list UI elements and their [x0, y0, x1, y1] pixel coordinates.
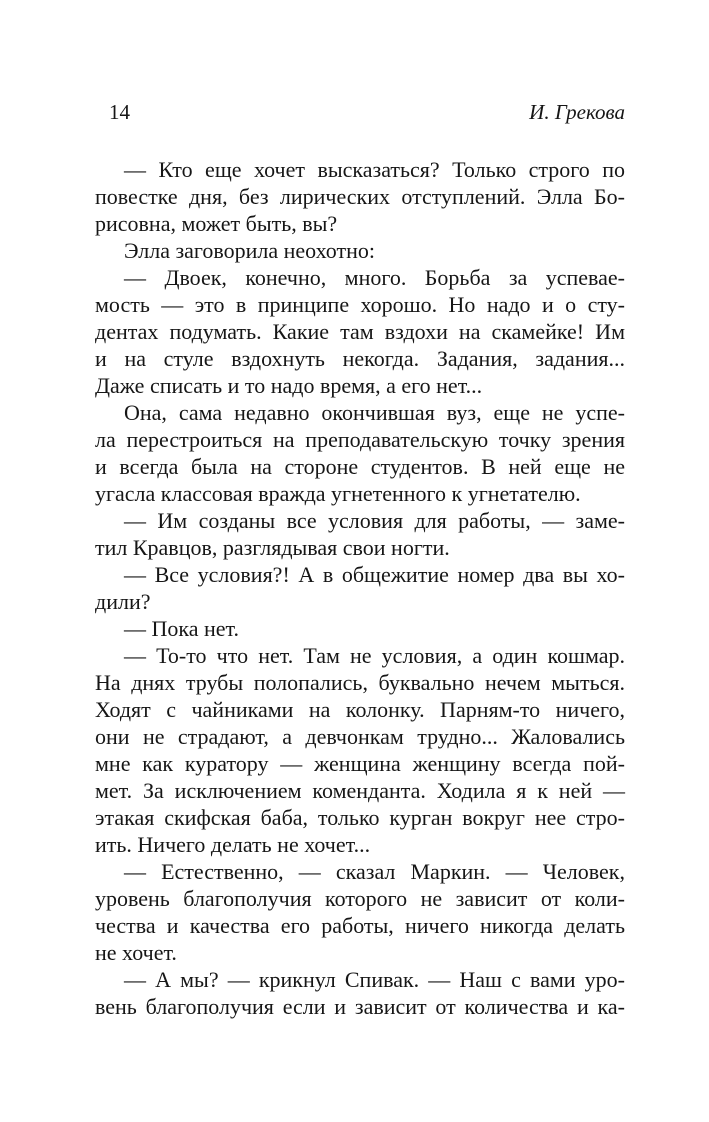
text-line: они не страдают, а девчонкам трудно... Жаловались: [95, 724, 625, 749]
text-line: — Кто еще хочет высказаться? Только строго по: [124, 157, 625, 182]
text-line: Ходят с чайниками на колонку. Парням-то ничего,: [95, 697, 625, 722]
text-line: — То-то что нет. Там не условия, а один кошмар.: [124, 643, 625, 668]
text-line: — Все условия?! А в общежитие номер два вы хо-: [124, 562, 625, 587]
text-line: — Им созданы все условия для работы, — заме-: [124, 508, 625, 533]
text-line: — Двоек, конечно, много. Борьба за успевае-: [124, 265, 625, 290]
page-body: [95, 156, 625, 1020]
page-number: 14: [109, 100, 130, 124]
text-line: На днях трубы полопались, буквально нечем мыться.: [95, 670, 625, 695]
text-line: дентах подумать. Какие там вздохи на скамейке! Им: [95, 319, 625, 344]
text-line: — Пока нет.: [124, 616, 240, 641]
text-line: этакая скифская баба, только курган вокруг нее стро-: [95, 805, 625, 830]
text-line: — Естественно, — сказал Маркин. — Человек,: [124, 859, 625, 884]
running-header: [95, 100, 625, 124]
text-line: уровень благополучия которого не зависит от коли-: [95, 886, 625, 911]
text-line: — А мы? — крикнул Спивак. — Наш с вами уро-: [124, 967, 625, 992]
text-line: мет. За исключением коменданта. Ходила я к ней —: [95, 778, 625, 803]
text-line: повестке дня, без лирических отступлений. Элла Бо-: [95, 184, 625, 209]
text-line: Она, сама недавно окончившая вуз, еще не успе-: [124, 400, 625, 425]
text-line: чества и качества его работы, ничего никогда делать: [95, 913, 625, 938]
text-line: угасла классовая вражда угнетенного к угнетателю.: [95, 481, 581, 506]
text-line: ить. Ничего делать не хочет...: [95, 832, 371, 857]
text-line: мне как куратору — женщина женщину всегда пой-: [95, 751, 625, 776]
text-line: ла перестроиться на преподавательскую точку зрения: [95, 427, 625, 452]
text-line: Элла заговорила неохотно:: [124, 238, 376, 263]
text-line: и всегда была на стороне студентов. В ней еще не: [95, 454, 625, 479]
text-line: вень благополучия если и зависит от количества и ка-: [95, 994, 625, 1019]
text-line: дили?: [95, 589, 151, 614]
text-line: рисовна, может быть, вы?: [95, 211, 338, 236]
text-line: не хочет.: [95, 940, 177, 965]
text-line: мость — это в принципе хорошо. Но надо и о сту-: [95, 292, 625, 317]
text-line: тил Кравцов, разглядывая свои ногти.: [95, 535, 450, 560]
running-header-author: И. Грекова: [529, 100, 625, 124]
text-line: и на стуле вздохнуть некогда. Задания, задания...: [95, 346, 625, 371]
text-line: Даже списать и то надо время, а его нет...: [95, 373, 483, 398]
